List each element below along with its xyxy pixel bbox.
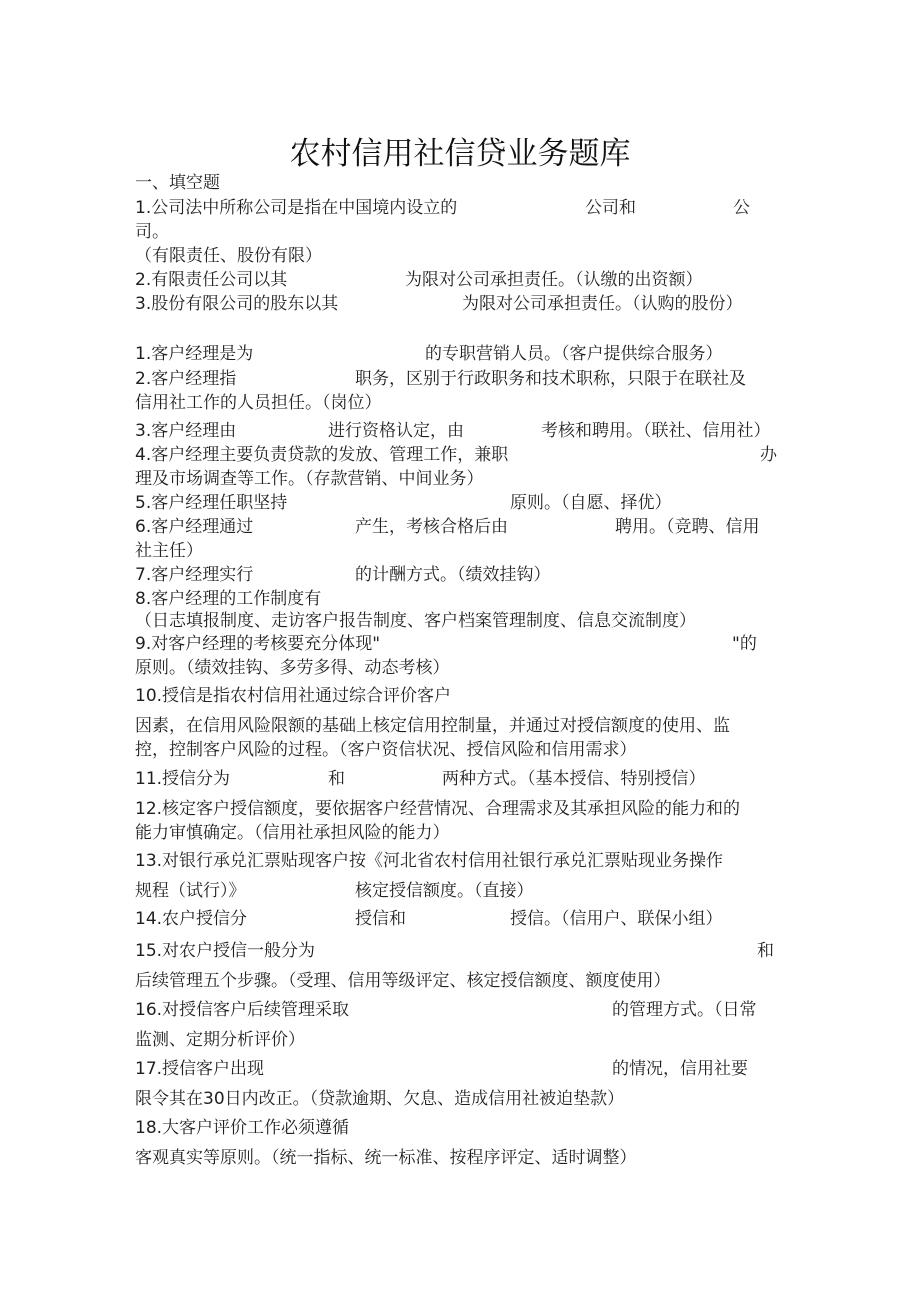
text-line: "的 (732, 634, 757, 654)
text-line: 8.客户经理的工作制度有 (135, 589, 322, 609)
text-line: 为限对公司承担责任。（认购的股份） (462, 294, 743, 314)
text-line: 1.客户经理是为 (135, 344, 254, 364)
text-line: （有限责任、股份有限） (135, 246, 322, 266)
text-line: 2.客户经理指 (135, 369, 237, 389)
text-line: 职务，区别于行政职务和技术职称，只限于在联社及 (355, 369, 746, 389)
text-line: 5.客户经理任职坚持 (135, 493, 288, 513)
text-line: 进行资格认定，由 (328, 421, 464, 441)
text-line: 限令其在30日内改正。（贷款逾期、欠息、造成信用社被迫垫款） (135, 1089, 625, 1109)
text-line: 的专职营销人员。（客户提供综合服务） (425, 344, 723, 364)
text-line: 7.客户经理实行 (135, 565, 254, 585)
text-line: 后续管理五个步骤。（受理、信用等级评定、核定授信额度、额度使用） (135, 971, 671, 991)
text-line: 2.有限责任公司以其 (135, 270, 288, 290)
text-line: 和 (757, 941, 774, 961)
text-line: 14.农户授信分 (135, 909, 248, 929)
text-line: 能力审慎确定。（信用社承担风险的能力） (135, 823, 450, 843)
text-line: 客观真实等原则。（统一指标、统一标准、按程序评定、适时调整） (135, 1148, 637, 1168)
text-line: （日志填报制度、走访客户报告制度、客户档案管理制度、信息交流制度） (135, 611, 696, 631)
text-line: 公 (733, 198, 750, 218)
text-line: 办 (760, 445, 777, 465)
text-line: 监测、定期分析评价） (135, 1030, 305, 1050)
text-line: 和 (328, 769, 345, 789)
text-line: 11.授信分为 (135, 769, 231, 789)
text-line: 的情况，信用社要 (612, 1059, 748, 1079)
text-line: 为限对公司承担责任。（认缴的出资额） (405, 270, 703, 290)
text-line: 控，控制客户风险的过程。（客户资信状况、授信风险和信用需求） (135, 740, 637, 760)
text-line: 原则。（自愿、择优） (510, 493, 672, 513)
text-line: 的计酬方式。（绩效挂钩） (355, 565, 551, 585)
text-line: 15.对农户授信一般分为 (135, 941, 316, 961)
text-line: 13.对银行承兑汇票贴现客户按《河北省农村信用社银行承兑汇票贴现业务操作 (135, 851, 724, 871)
text-line: 3.客户经理由 (135, 421, 237, 441)
text-line: 司。 (135, 222, 169, 242)
text-line: 信用社工作的人员担任。（岗位） (135, 393, 382, 413)
page-title: 农村信用社信贷业务题库 (289, 136, 631, 172)
text-line: 的管理方式。（日常 (612, 1000, 757, 1020)
text-line: 聘用。（竞聘、信用 (615, 517, 760, 537)
text-line: 17.授信客户出现 (135, 1059, 265, 1079)
text-line: 授信和 (355, 909, 406, 929)
text-line: 授信。（信用户、联保小组） (510, 909, 723, 929)
text-line: 两种方式。（基本授信、特别授信） (442, 769, 706, 789)
text-line: 产生，考核合格后由 (355, 517, 508, 537)
text-line: 原则。（绩效挂钩、多劳多得、动态考核） (135, 658, 450, 678)
text-line: 理及市场调查等工作。（存款营销、中间业务） (135, 469, 484, 489)
text-line: 考核和聘用。（联社、信用社） (541, 421, 771, 441)
text-line: 6.客户经理通过 (135, 517, 254, 537)
text-line: 1.公司法中所称公司是指在中国境内设立的 (135, 198, 458, 218)
text-line: 4.客户经理主要负责贷款的发放、管理工作，兼职 (135, 445, 509, 465)
text-line: 12.核定客户授信额度，要依据客户经营情况、合理需求及其承担风险的能力和的 (135, 799, 741, 819)
text-line: 公司和 (585, 198, 636, 218)
text-line: 16.对授信客户后续管理采取 (135, 1000, 350, 1020)
section-heading: 一、填空题 (135, 173, 220, 193)
text-line: 10.授信是指农村信用社通过综合评价客户 (135, 686, 452, 706)
text-line: 规程（试行）》 (135, 881, 246, 901)
text-line: 因素，在信用风险限额的基础上核定信用控制量，并通过对授信额度的使用、监 (135, 716, 730, 736)
text-line: 18.大客户评价工作必须遵循 (135, 1118, 350, 1138)
text-line: 核定授信额度。（直接） (355, 881, 534, 901)
text-line: 9.对客户经理的考核要充分体现" (135, 634, 381, 654)
text-line: 3.股份有限公司的股东以其 (135, 294, 339, 314)
text-line: 社主任） (135, 541, 203, 561)
